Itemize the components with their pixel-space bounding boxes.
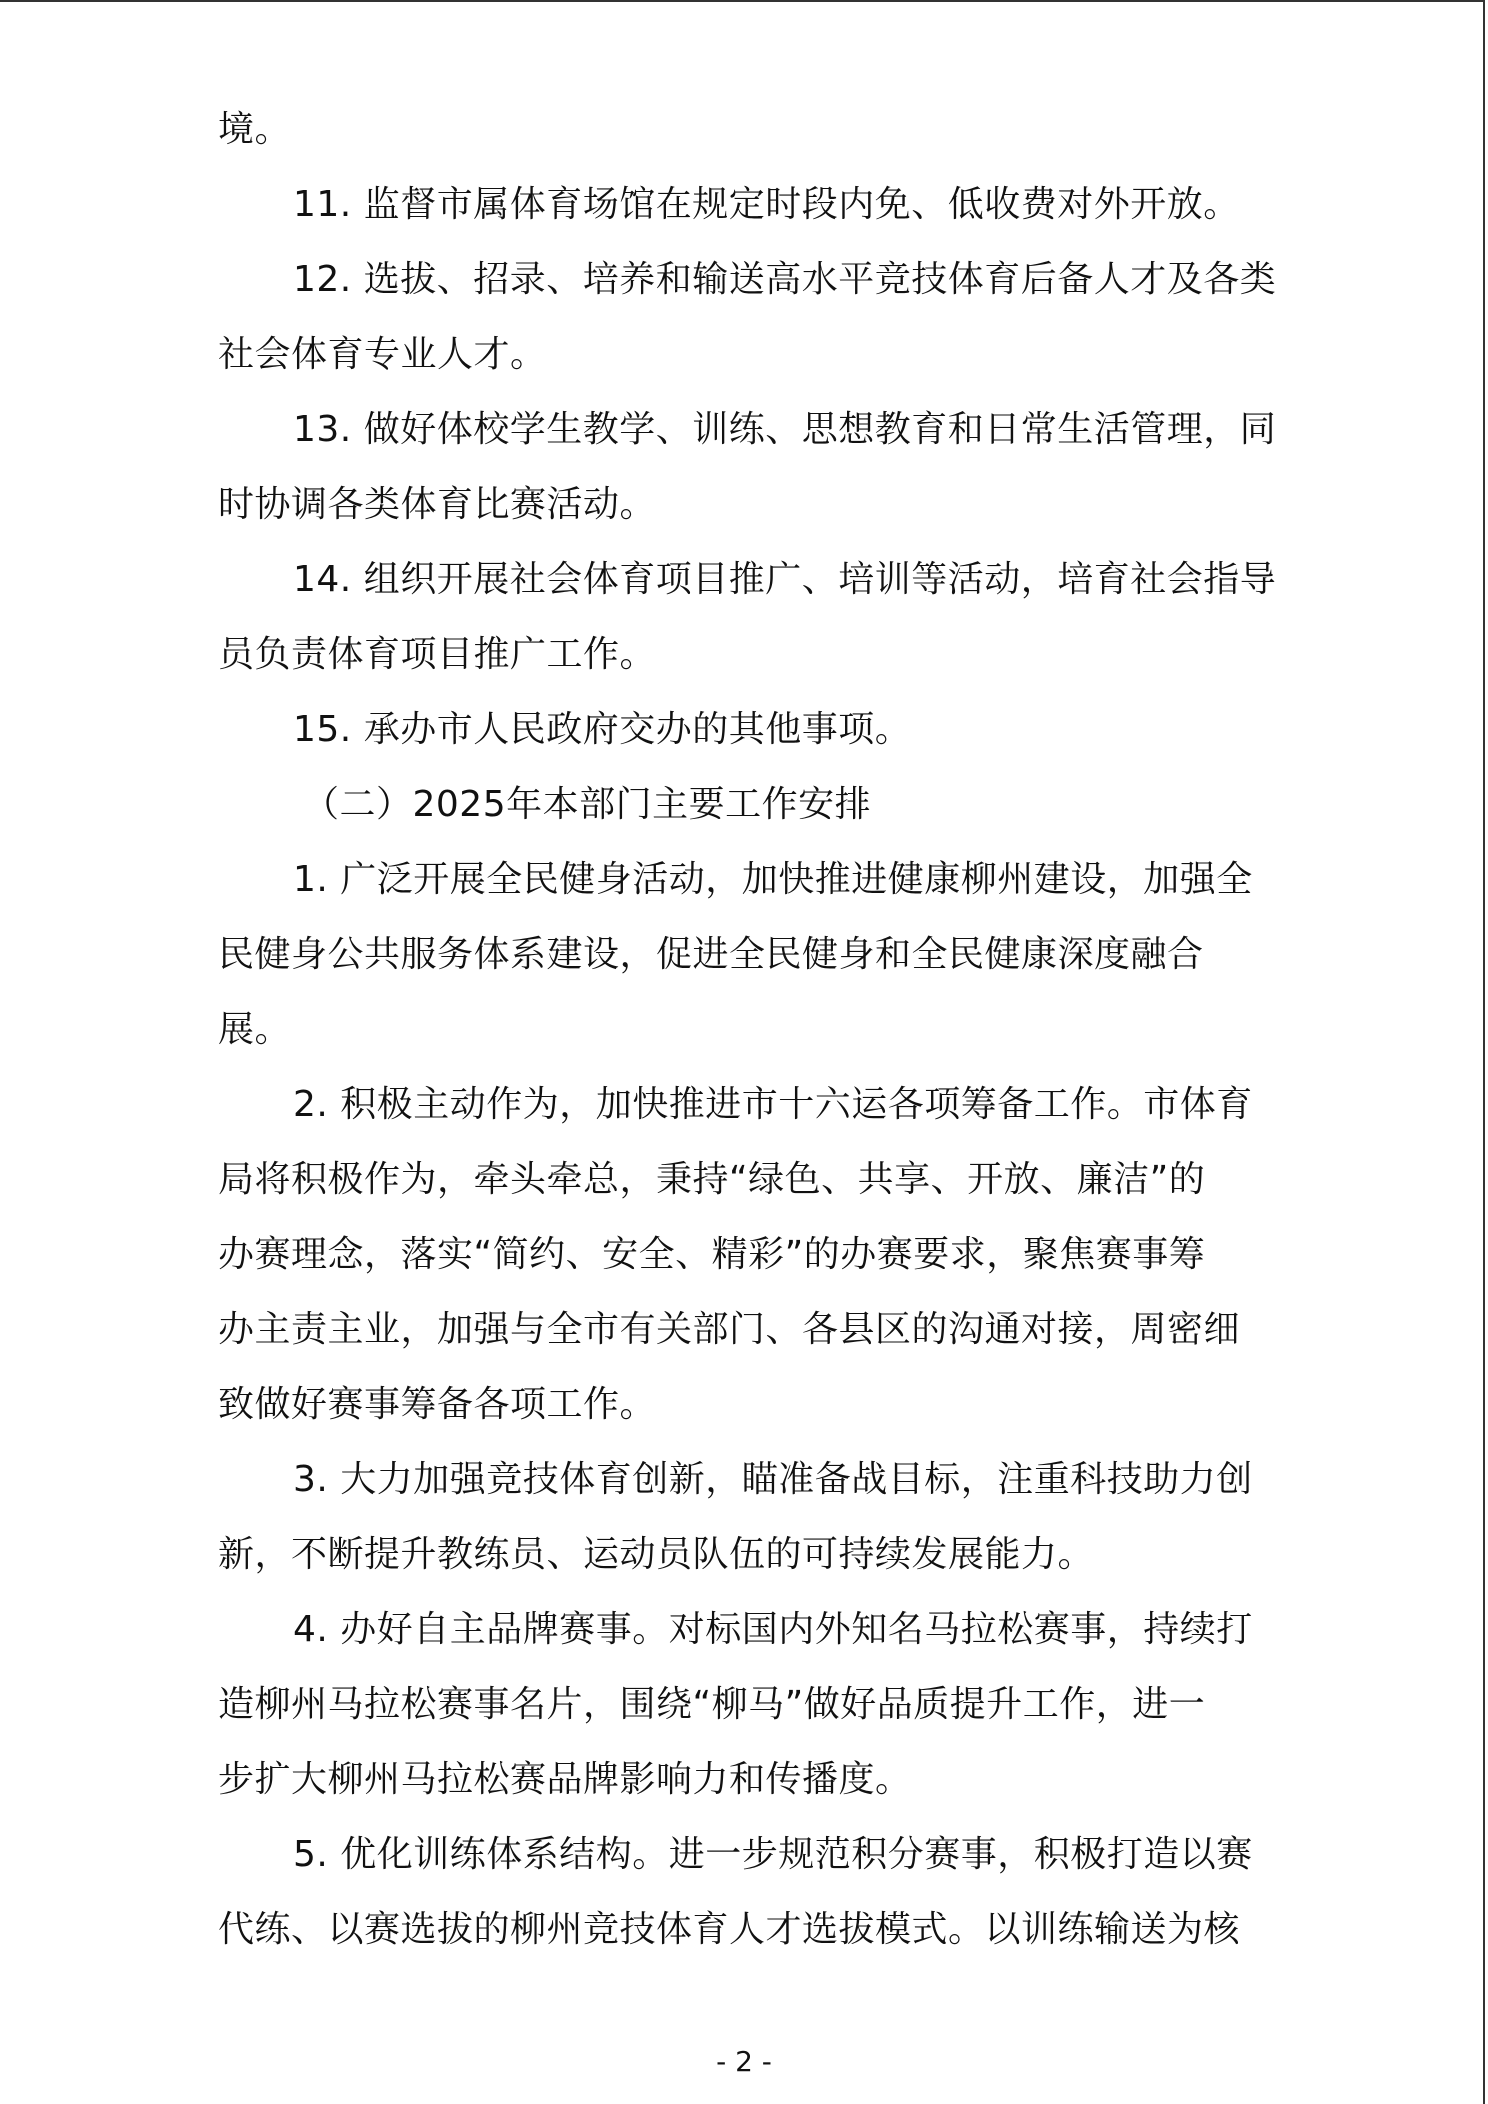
page-number: - 2 - [716, 2045, 772, 2078]
text-line: 造柳州马拉松赛事名片，围绕“柳马”做好品质提升工作，进一 [218, 1684, 1206, 1725]
text-line: 5. 优化训练体系结构。进一步规范积分赛事，积极打造以赛 [293, 1834, 1253, 1875]
text-line: 12. 选拔、招录、培养和输送高水平竞技体育后备人才及各类 [293, 259, 1277, 300]
text-line: 14. 组织开展社会体育项目推广、培训等活动，培育社会指导 [293, 559, 1277, 600]
text-line: 民健身公共服务体系建设，促进全民健身和全民健康深度融合 [218, 934, 1204, 975]
text-line: 3. 大力加强竞技体育创新，瞄准备战目标，注重科技助力创 [293, 1459, 1253, 1500]
text-line: 1. 广泛开展全民健身活动，加快推进健康柳州建设，加强全 [293, 859, 1253, 900]
text-line: 4. 办好自主品牌赛事。对标国内外知名马拉松赛事，持续打 [293, 1609, 1253, 1650]
text-line: 2. 积极主动作为，加快推进市十六运各项筹备工作。市体育 [293, 1084, 1253, 1125]
text-line: 15. 承办市人民政府交办的其他事项。 [293, 709, 912, 750]
text-line: 步扩大柳州马拉松赛品牌影响力和传播度。 [218, 1759, 912, 1800]
text-line: 局将积极作为，牵头牵总，秉持“绿色、共享、开放、廉洁”的 [218, 1159, 1206, 1200]
text-line: 办主责主业，加强与全市有关部门、各县区的沟通对接，周密细 [218, 1309, 1241, 1350]
text-line: 境。 [218, 109, 292, 150]
text-line: 办赛理念，落实“简约、安全、精彩”的办赛要求，聚焦赛事筹 [218, 1234, 1206, 1275]
document-body [218, 92, 1288, 1967]
text-line: 展。 [218, 1009, 292, 1050]
text-line: 11. 监督市属体育场馆在规定时段内免、低收费对外开放。 [293, 184, 1240, 225]
text-line: 新，不断提升教练员、运动员队伍的可持续发展能力。 [218, 1534, 1095, 1575]
text-line: 时协调各类体育比赛活动。 [218, 484, 657, 525]
text-line: 社会体育专业人才。 [218, 334, 547, 375]
text-line: 代练、以赛选拔的柳州竞技体育人才选拔模式。以训练输送为核 [218, 1909, 1241, 1950]
text-line: 员负责体育项目推广工作。 [218, 634, 657, 675]
text-line: 致做好赛事筹备各项工作。 [218, 1384, 657, 1425]
section-heading: （二）2025年本部门主要工作安排 [303, 784, 872, 825]
text-line: 13. 做好体校学生教学、训练、思想教育和日常生活管理，同 [293, 409, 1277, 450]
